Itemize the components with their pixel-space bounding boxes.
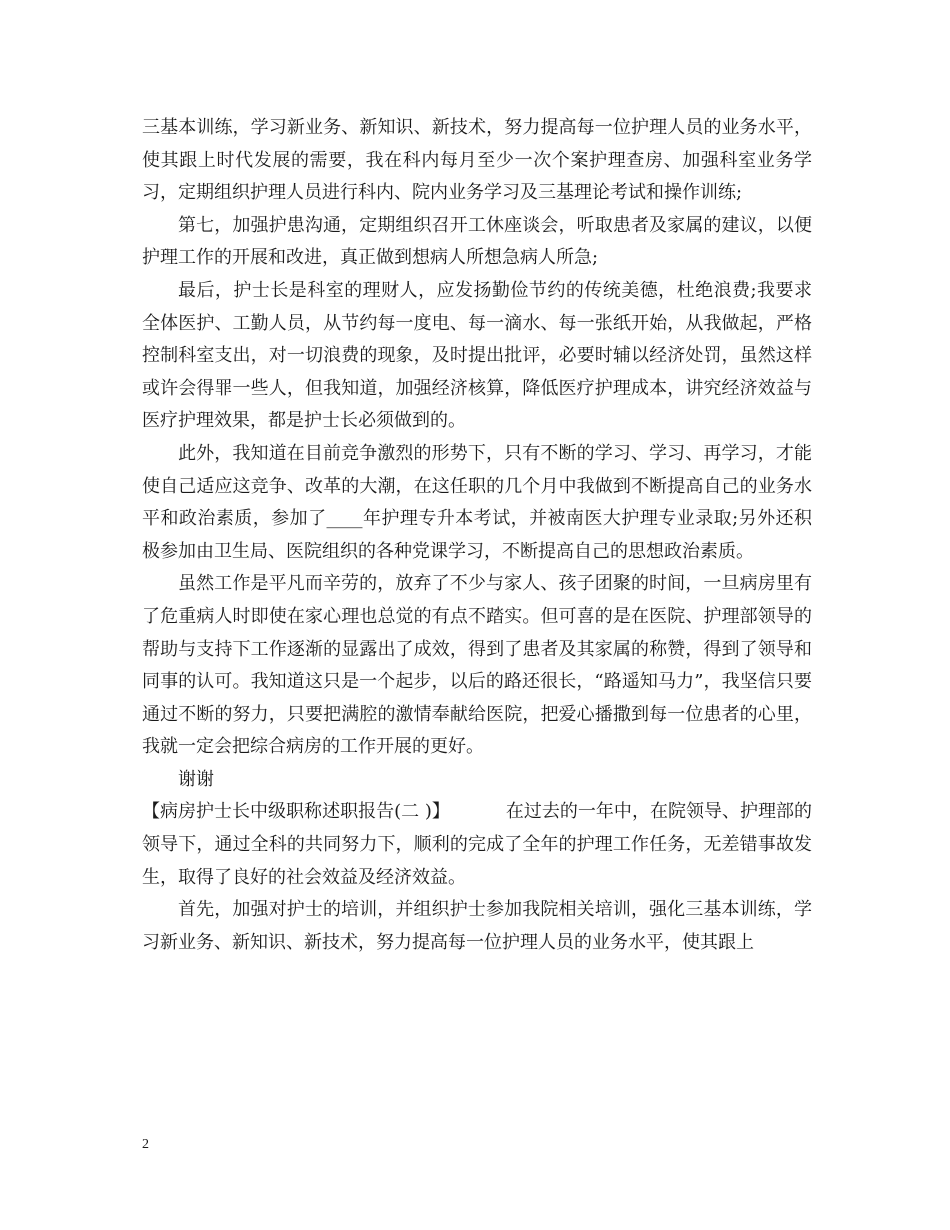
paragraph-thanks: 谢谢 [178, 768, 214, 790]
report-two-heading: 【病房护士长中级职称述职报告(二 )】 [142, 801, 450, 823]
paragraph-report-two [142, 796, 812, 894]
page-number: 2 [142, 1137, 149, 1152]
paragraph-cost-control: 最后，护士长是科室的理财人，应发扬勤俭节约的传统美德，杜绝浪费;我要求全体医护、工勤人员，从节约每一度电、每一滴水、每一张纸开始，从我做起，严格控制科室支出，对一切浪费的现象，及时提出批评，必要时辅以经济处罚，虽然这样或许会得罪一些人，但我知道，加强经济核算，降低医疗护理成本，讲究经济效益与医疗护理效果，都是护士长必须做到的。 [142, 279, 812, 432]
paragraph-summary: 虽然工作是平凡而辛劳的，放弃了不少与家人、孩子团聚的时间，一旦病房里有了危重病人时即使在家心理也总觉的有点不踏实。但可喜的是在医院、护理部领导的帮助与支持下工作逐渐的显露出了成效，得到了患者及其家属的称赞，得到了领导和同事的认可。我知道这只是一个起步，以后的路还很长，“路遥知马力”，我坚信只要通过不断的努力，只要把满腔的激情奉献给医院，把爱心播撒到每一位患者的心里，我就一定会把综合病房的工作开展的更好。 [142, 573, 812, 758]
report-two-intro: 在过去的一年中，在院领导、护理部的领导下，通过全科的共同努力下，顺利的完成了全年的护理工作任务，无差错事故发生，取得了良好的社会效益及经济效益。 [142, 801, 812, 888]
paragraph-self-study: 此外，我知道在目前竞争激烈的形势下，只有不断的学习、学习、再学习，才能使自己适应这竞争、改革的大潮，在这任职的几个月中我做到不断提高自己的业务水平和政治素质，参加了____年护理专升本考试，并被南医大护理专业录取;另外还积极参加由卫生局、医院组织的各种党课学习，不断提高自己的思想政治素质。 [142, 442, 812, 562]
paragraph-communication: 第七，加强护患沟通，定期组织召开工休座谈会，听取患者及家属的建议，以便护理工作的开展和改进，真正做到想病人所想急病人所急; [142, 214, 812, 269]
document-body [142, 112, 812, 959]
paragraph-training-continued: 三基本训练，学习新业务、新知识、新技术，努力提高每一位护理人员的业务水平，使其跟上时代发展的需要，我在科内每月至少一次个案护理查房、加强科室业务学习，定期组织护理人员进行科内、院内业务学习及三基理论考试和操作训练; [142, 117, 812, 204]
paragraph-training: 首先，加强对护士的培训，并组织护士参加我院相关培训，强化三基本训练，学习新业务、新知识、新技术，努力提高每一位护理人员的业务水平，使其跟上 [142, 899, 812, 953]
